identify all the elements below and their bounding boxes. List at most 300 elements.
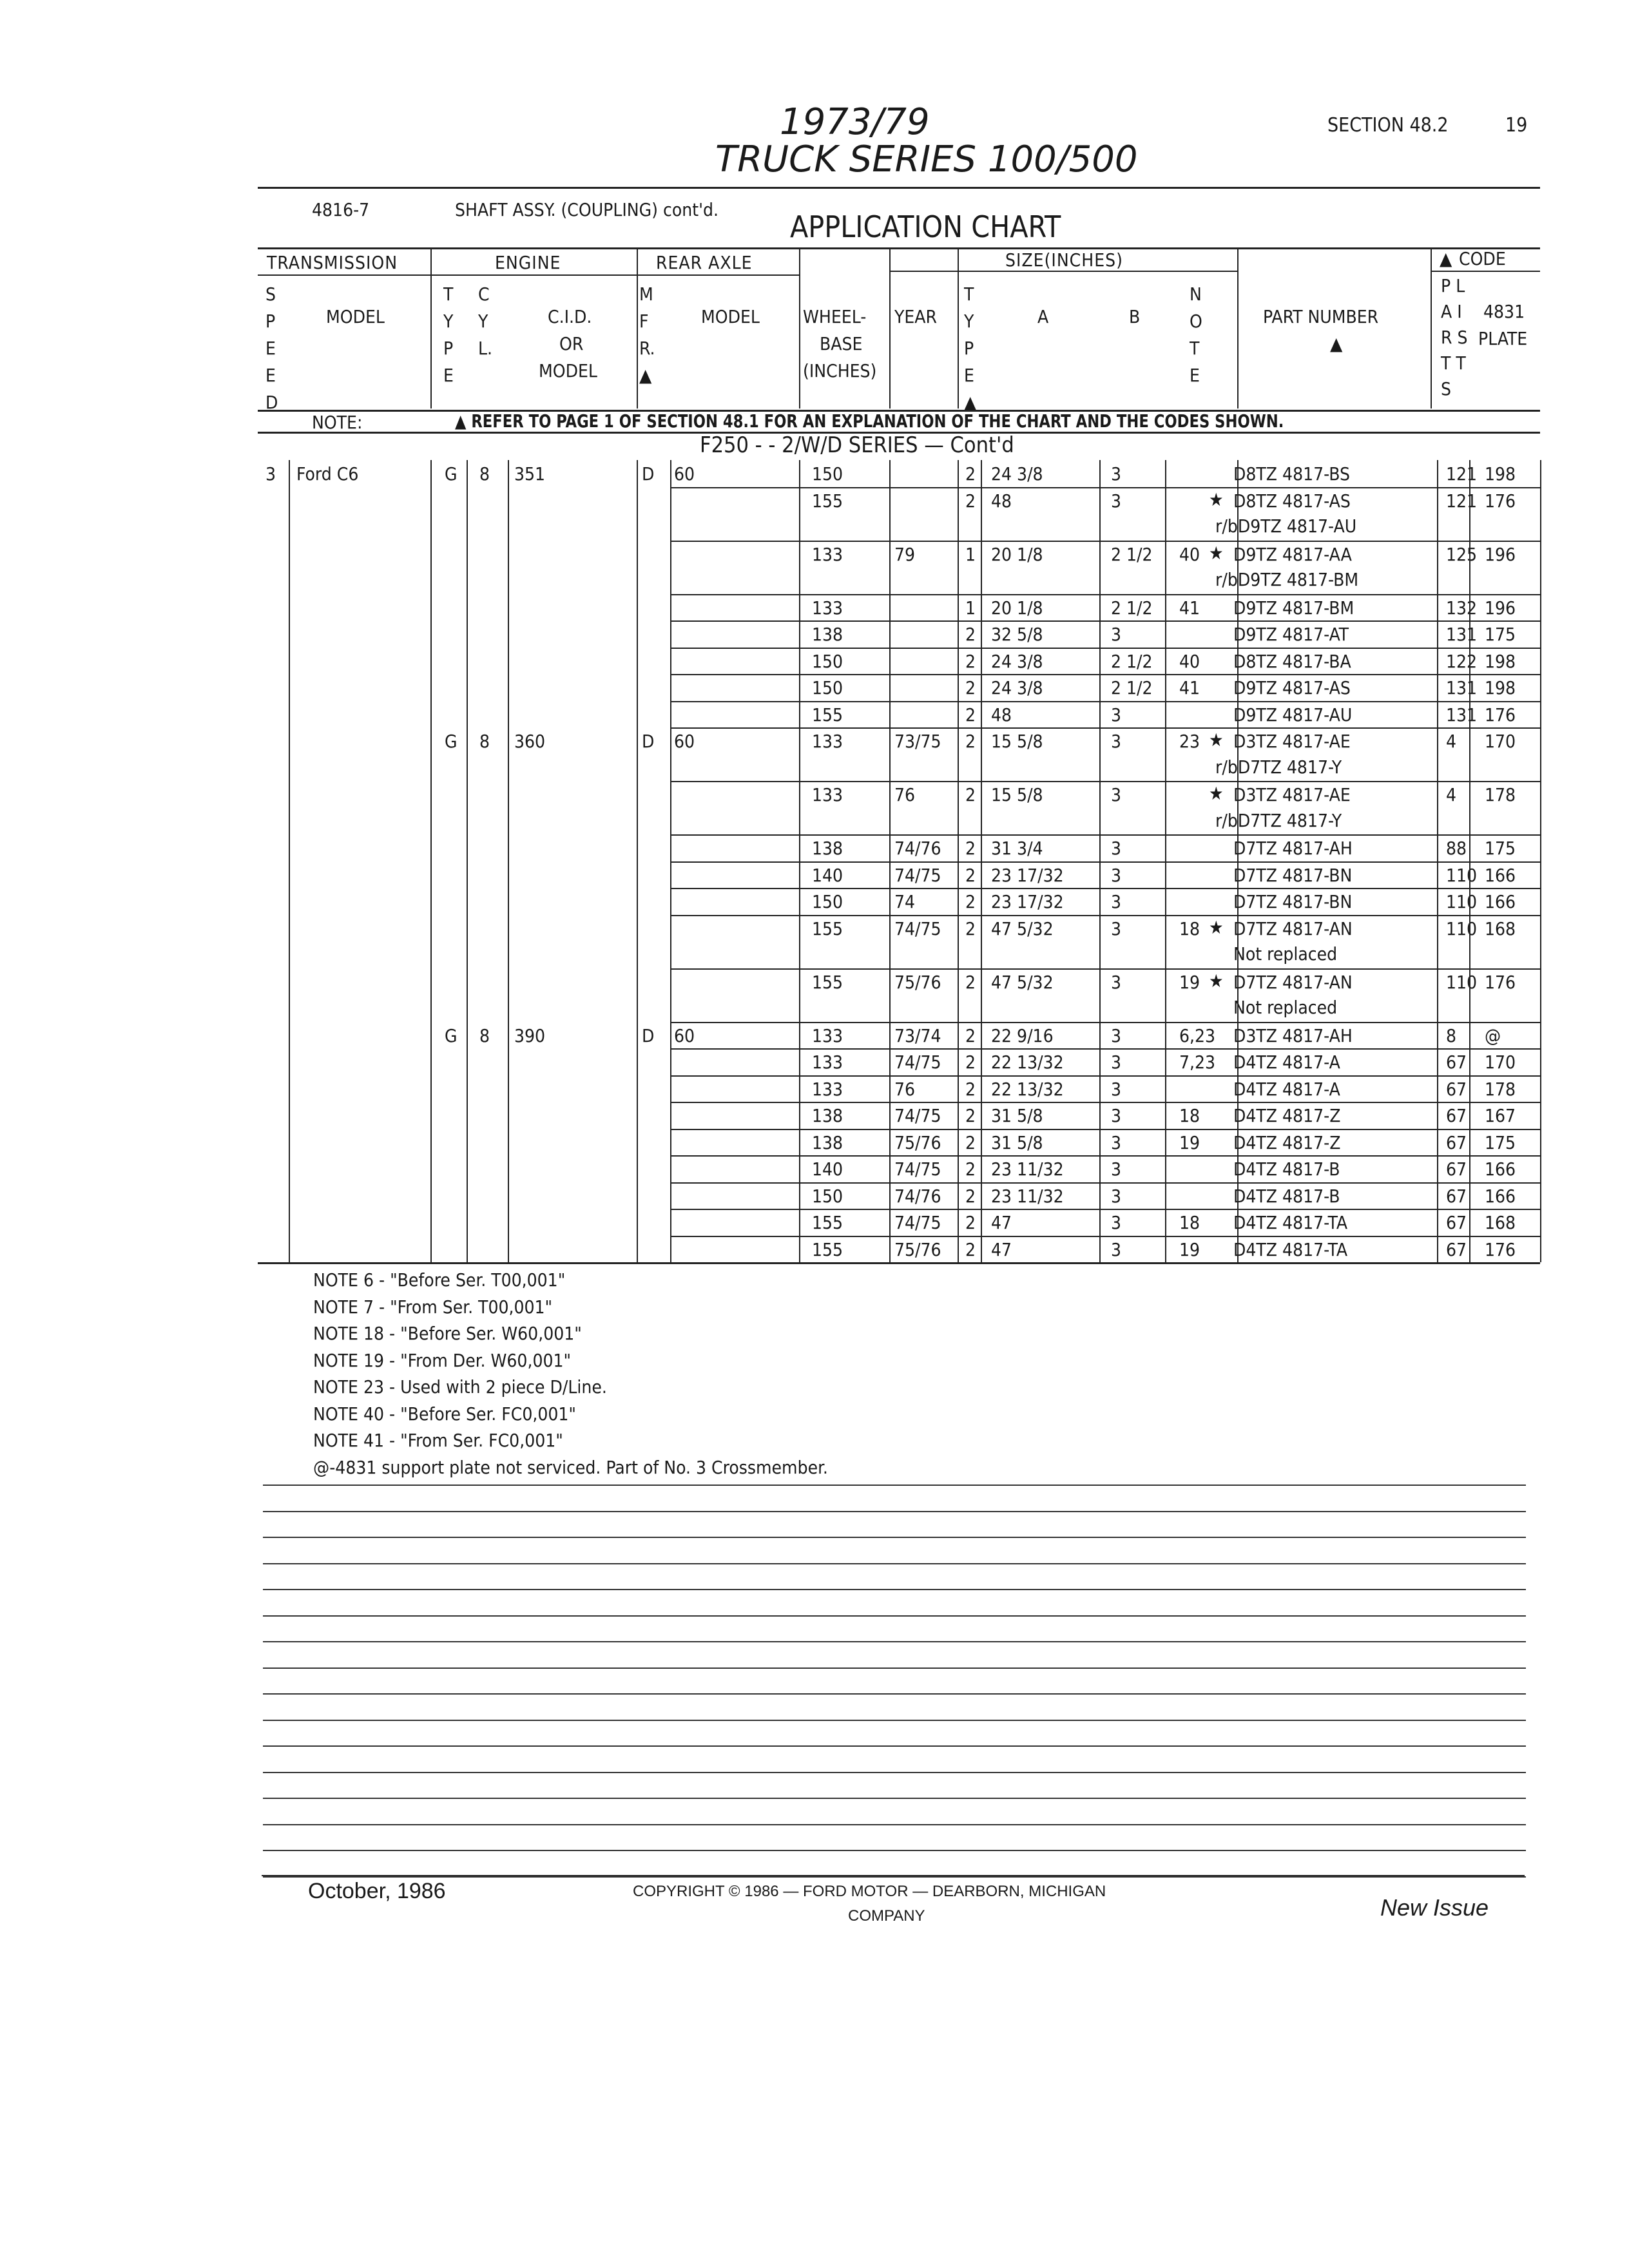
year-cell: 74 — [894, 891, 916, 912]
ruled-line — [263, 1641, 1526, 1642]
table-vrule — [637, 460, 638, 1262]
plate-cell: 196 — [1485, 543, 1516, 565]
title-years: 1973/79 — [780, 101, 930, 143]
row-rule — [670, 727, 1540, 729]
wheelbase-cell: 150 — [812, 650, 843, 672]
size-a-cell: 20 1/8 — [991, 543, 1043, 565]
ruled-line — [263, 1589, 1526, 1590]
note-item: NOTE 19 - "From Der. W60,001" — [313, 1349, 572, 1371]
code-cell: 110 — [1446, 891, 1478, 912]
size-b-cell: 3 — [1111, 1105, 1122, 1126]
row-rule — [670, 487, 1540, 488]
table-vrule — [889, 460, 891, 1262]
size-b-cell: 2 1/2 — [1111, 543, 1153, 565]
note-cell: 18 — [1179, 1105, 1200, 1126]
row-rule — [670, 1048, 1540, 1050]
year-cell: 75/76 — [894, 1238, 941, 1260]
part-number-cell: D8TZ 4817-BS — [1233, 463, 1351, 485]
part-number-sub: r/bD7TZ 4817-Y — [1215, 756, 1342, 778]
type-cell: 1 — [965, 543, 976, 565]
row-rule — [670, 888, 1540, 889]
plate-cell: 167 — [1485, 1105, 1516, 1126]
year-cell: 74/76 — [894, 838, 941, 859]
code-cell: 88 — [1446, 838, 1467, 859]
table-vrule — [467, 460, 468, 1262]
year-cell: 74/75 — [894, 918, 941, 939]
row-rule — [670, 861, 1540, 863]
col-cid-or: OR — [559, 333, 584, 354]
ruled-line — [263, 1798, 1526, 1799]
code-cell: 67 — [1446, 1212, 1467, 1233]
year-cell: 74/75 — [894, 1158, 941, 1180]
plate-cell: 198 — [1485, 650, 1516, 672]
plate-cell: @ — [1485, 1024, 1501, 1046]
size-b-cell: 3 — [1111, 971, 1122, 993]
col-a: A — [1037, 306, 1049, 327]
row-rule — [670, 834, 1540, 836]
wheelbase-cell: 140 — [812, 1158, 843, 1180]
size-b-cell: 3 — [1111, 864, 1122, 886]
plate-cell: 176 — [1485, 1238, 1516, 1260]
col-year: YEAR — [894, 306, 938, 327]
part-number-4816: 4816-7 — [312, 199, 370, 220]
ruled-line — [263, 1720, 1526, 1721]
year-cell: 73/74 — [894, 1024, 941, 1046]
chart-title: APPLICATION CHART — [790, 209, 1061, 244]
col-transmission: TRANSMISSION — [267, 252, 398, 273]
type-cell: 2 — [965, 650, 976, 672]
col-size: SIZE(INCHES) — [1005, 249, 1123, 271]
size-a-cell: 48 — [991, 704, 1012, 726]
note-label: NOTE: — [312, 412, 363, 433]
size-a-cell: 23 17/32 — [991, 891, 1064, 912]
part-number-cell: D4TZ 4817-Z — [1233, 1105, 1341, 1126]
wheelbase-cell: 138 — [812, 1105, 843, 1126]
size-b-cell: 3 — [1111, 490, 1122, 512]
col-b: B — [1129, 306, 1141, 327]
part-number-cell: D7TZ 4817-AH — [1233, 838, 1353, 859]
code-cell: 67 — [1446, 1238, 1467, 1260]
part-number-cell: D7TZ 4817-AN — [1233, 971, 1353, 993]
axle-mfr: D — [642, 463, 655, 485]
code-cell: 131 — [1446, 704, 1478, 726]
code-cell: 131 — [1446, 624, 1478, 645]
size-a-cell: 24 3/8 — [991, 650, 1043, 672]
type-cell: 1 — [965, 597, 976, 619]
col-wheelbase-3: (INCHES) — [803, 360, 877, 381]
type-cell: 2 — [965, 864, 976, 886]
engine-cyl: 8 — [479, 731, 490, 752]
size-a-cell: 47 5/32 — [991, 971, 1054, 993]
plate-cell: 166 — [1485, 1158, 1516, 1180]
note-cell: 18 — [1179, 1212, 1200, 1233]
table-vrule — [1469, 460, 1470, 1262]
size-b-cell: 2 1/2 — [1111, 677, 1153, 698]
type-cell: 2 — [965, 891, 976, 912]
plate-cell: 198 — [1485, 463, 1516, 485]
row-rule — [670, 674, 1540, 675]
code-cell: 67 — [1446, 1078, 1467, 1100]
year-cell: 74/75 — [894, 1105, 941, 1126]
wheelbase-cell: 155 — [812, 971, 843, 993]
ruled-line — [263, 1850, 1526, 1851]
part-number-sub: r/bD9TZ 4817-AU — [1215, 515, 1357, 537]
col-part-number: PART NUMBER — [1263, 306, 1379, 327]
header-sub-rule-size — [889, 271, 1237, 272]
year-cell: 74/75 — [894, 864, 941, 886]
size-b-cell: 2 1/2 — [1111, 597, 1153, 619]
row-rule — [670, 1155, 1540, 1157]
header-top-rule — [258, 247, 1540, 249]
star-icon: ★ — [1209, 488, 1224, 510]
wheelbase-cell: 155 — [812, 918, 843, 939]
wheelbase-cell: 133 — [812, 731, 843, 752]
part-number-cell: D4TZ 4817-A — [1233, 1078, 1340, 1100]
axle-model: 60 — [674, 463, 695, 485]
part-number-cell: D4TZ 4817-TA — [1233, 1238, 1348, 1260]
code-cell: 122 — [1446, 650, 1478, 672]
footer-rule — [262, 1875, 1525, 1876]
part-number-cell: D4TZ 4817-A — [1233, 1052, 1340, 1073]
size-a-cell: 15 5/8 — [991, 784, 1043, 805]
code-cell: 121 — [1446, 490, 1478, 512]
size-b-cell: 3 — [1111, 838, 1122, 859]
part-number-cell: D9TZ 4817-AS — [1233, 677, 1351, 698]
size-a-cell: 47 5/32 — [991, 918, 1054, 939]
table-bottom-rule — [258, 1262, 1540, 1264]
code-cell: 121 — [1446, 463, 1478, 485]
table-vrule — [1165, 460, 1166, 1262]
footer-copyright: COPYRIGHT © 1986 — FORD MOTOR — DEARBORN, MICHIGAN — [633, 1883, 1106, 1900]
row-rule — [670, 1022, 1540, 1023]
star-icon: ★ — [1209, 729, 1224, 751]
table-vrule — [799, 460, 800, 1262]
plate-cell: 175 — [1485, 624, 1516, 645]
type-cell: 2 — [965, 704, 976, 726]
plate-cell: 166 — [1485, 891, 1516, 912]
wheelbase-cell: 133 — [812, 597, 843, 619]
size-b-cell: 3 — [1111, 1078, 1122, 1100]
size-a-cell: 24 3/8 — [991, 677, 1043, 698]
wheelbase-cell: 150 — [812, 891, 843, 912]
row-rule — [670, 648, 1540, 649]
size-b-cell: 3 — [1111, 704, 1122, 726]
size-a-cell: 31 3/4 — [991, 838, 1043, 859]
engine-type: G — [445, 731, 458, 752]
hdr-vrule — [1431, 247, 1432, 408]
row-rule — [670, 1129, 1540, 1130]
footer-issue: New Issue — [1380, 1894, 1489, 1921]
note-cell: 18 — [1179, 918, 1200, 939]
size-b-cell: 3 — [1111, 891, 1122, 912]
ruled-line — [263, 1563, 1526, 1564]
table-vrule — [1437, 460, 1438, 1262]
size-b-cell: 3 — [1111, 1052, 1122, 1073]
part-number-cell: D8TZ 4817-BA — [1233, 650, 1351, 672]
col-cid-model: MODEL — [539, 360, 597, 381]
year-cell: 74/75 — [894, 1052, 941, 1073]
code-cell: 67 — [1446, 1158, 1467, 1180]
note-cell: 41 — [1179, 677, 1200, 698]
hdr-vrule — [799, 247, 800, 408]
plate-cell: 198 — [1485, 677, 1516, 698]
part-number-cell: D7TZ 4817-BN — [1233, 864, 1353, 886]
note-item: @-4831 support plate not serviced. Part of No. 3 Crossmember. — [313, 1456, 828, 1478]
note-cell: 40 — [1179, 650, 1200, 672]
plate-cell: 176 — [1485, 704, 1516, 726]
wheelbase-cell: 138 — [812, 1131, 843, 1153]
code-cell: 132 — [1446, 597, 1478, 619]
row-rule — [670, 594, 1540, 595]
type-cell: 2 — [965, 1131, 976, 1153]
ruled-line — [263, 1615, 1526, 1617]
wheelbase-cell: 140 — [812, 864, 843, 886]
table-vrule — [430, 460, 432, 1262]
code-cell: 67 — [1446, 1052, 1467, 1073]
type-cell: 2 — [965, 971, 976, 993]
wheelbase-cell: 138 — [812, 624, 843, 645]
row-rule — [670, 781, 1540, 782]
hdr-vrule — [637, 247, 638, 408]
year-cell: 76 — [894, 1078, 916, 1100]
star-icon: ★ — [1209, 783, 1224, 804]
size-a-cell: 15 5/8 — [991, 731, 1043, 752]
wheelbase-cell: 150 — [812, 1185, 843, 1207]
type-cell: 2 — [965, 490, 976, 512]
header-sub-rule-code — [1431, 271, 1540, 272]
axle-mfr: D — [642, 731, 655, 752]
table-vrule — [958, 460, 959, 1262]
part-number-sub: Not replaced — [1233, 997, 1338, 1018]
note-cell: 23 — [1179, 731, 1200, 752]
size-a-cell: 22 9/16 — [991, 1024, 1054, 1046]
note-item: NOTE 18 - "Before Ser. W60,001" — [313, 1323, 582, 1344]
row-rule — [670, 1236, 1540, 1237]
type-cell: 2 — [965, 838, 976, 859]
code-cell: 110 — [1446, 918, 1478, 939]
year-cell: 73/75 — [894, 731, 941, 752]
year-cell: 76 — [894, 784, 916, 805]
row-rule — [670, 915, 1540, 916]
size-b-cell: 3 — [1111, 731, 1122, 752]
axle-model: 60 — [674, 1024, 695, 1046]
size-a-cell: 23 11/32 — [991, 1185, 1064, 1207]
type-cell: 2 — [965, 1212, 976, 1233]
series-title: F250 - - 2/W/D SERIES — Cont'd — [700, 432, 1014, 458]
engine-type: G — [445, 463, 458, 485]
wheelbase-cell: 133 — [812, 1024, 843, 1046]
size-b-cell: 3 — [1111, 918, 1122, 939]
col-note: N O T E — [1190, 284, 1202, 386]
size-b-cell: 3 — [1111, 1212, 1122, 1233]
transmission-model: Ford C6 — [296, 463, 359, 485]
ruled-line — [263, 1667, 1526, 1669]
hdr-vrule — [958, 247, 959, 408]
row-rule — [670, 620, 1540, 622]
col-mfr: M F R. ▲ — [639, 284, 655, 386]
part-number-cell: D9TZ 4817-AT — [1233, 624, 1349, 645]
size-a-cell: 47 — [991, 1238, 1012, 1260]
code-triangle: ▲ — [1440, 248, 1452, 269]
type-cell: 2 — [965, 1185, 976, 1207]
size-b-cell: 2 1/2 — [1111, 650, 1153, 672]
plate-cell: 178 — [1485, 784, 1516, 805]
year-cell: 74/75 — [894, 1212, 941, 1233]
part-number-cell: D4TZ 4817-B — [1233, 1185, 1340, 1207]
col-cid: C.I.D. — [548, 306, 592, 327]
axle-mfr: D — [642, 1024, 655, 1046]
hdr-vrule — [1237, 247, 1239, 408]
note-cell: 19 — [1179, 1238, 1200, 1260]
part-number-cell: D9TZ 4817-AA — [1233, 543, 1352, 565]
application-table — [258, 460, 1540, 1265]
type-cell: 2 — [965, 731, 976, 752]
size-b-cell: 3 — [1111, 1238, 1122, 1260]
star-icon: ★ — [1209, 970, 1224, 992]
code-cell: 110 — [1446, 971, 1478, 993]
type-cell: 2 — [965, 1238, 976, 1260]
row-rule — [670, 701, 1540, 702]
hdr-vrule — [889, 247, 891, 408]
part-number-cell: D9TZ 4817-AU — [1233, 704, 1353, 726]
code-cell: 8 — [1446, 1024, 1457, 1046]
wheelbase-cell: 155 — [812, 1238, 843, 1260]
plate-cell: 168 — [1485, 1212, 1516, 1233]
engine-cid: 390 — [514, 1024, 546, 1046]
table-vrule — [1540, 460, 1541, 1262]
star-icon: ★ — [1209, 542, 1224, 564]
plate-cell: 168 — [1485, 918, 1516, 939]
hdr-vrule — [430, 247, 432, 408]
note-item: NOTE 7 - "From Ser. T00,001" — [313, 1296, 553, 1318]
part-number-triangle: ▲ — [1330, 333, 1343, 354]
code-cell: 131 — [1446, 677, 1478, 698]
section-label: SECTION 48.2 — [1327, 114, 1449, 137]
col-speed: S P E E D — [265, 284, 278, 413]
engine-cyl: 8 — [479, 1024, 490, 1046]
size-b-cell: 3 — [1111, 624, 1122, 645]
part-number-sub: Not replaced — [1233, 943, 1338, 965]
size-a-cell: 31 5/8 — [991, 1105, 1043, 1126]
type-cell: 2 — [965, 784, 976, 805]
footer-date: October, 1986 — [308, 1879, 446, 1903]
size-a-cell: 47 — [991, 1212, 1012, 1233]
wheelbase-cell: 133 — [812, 543, 843, 565]
row-rule — [670, 1075, 1540, 1077]
part-number-sub: r/bD9TZ 4817-BM — [1215, 569, 1359, 590]
col-engine-type: T Y P E — [443, 284, 454, 386]
type-cell: 2 — [965, 1158, 976, 1180]
size-a-cell: 32 5/8 — [991, 624, 1043, 645]
code-cell: 67 — [1446, 1185, 1467, 1207]
type-cell: 2 — [965, 463, 976, 485]
plate-cell: 166 — [1485, 864, 1516, 886]
code-cell: 67 — [1446, 1105, 1467, 1126]
note-item: NOTE 6 - "Before Ser. T00,001" — [313, 1269, 566, 1291]
wheelbase-cell: 133 — [812, 1052, 843, 1073]
size-b-cell: 3 — [1111, 1131, 1122, 1153]
type-cell: 2 — [965, 624, 976, 645]
engine-cid: 360 — [514, 731, 546, 752]
note-cell: 40 — [1179, 543, 1200, 565]
wheelbase-cell: 138 — [812, 838, 843, 859]
wheelbase-cell: 150 — [812, 677, 843, 698]
size-b-cell: 3 — [1111, 784, 1122, 805]
size-b-cell: 3 — [1111, 1185, 1122, 1207]
code-cell: 4 — [1446, 731, 1457, 752]
col-engine: ENGINE — [495, 252, 561, 273]
plate-cell: 196 — [1485, 597, 1516, 619]
wheelbase-cell: 133 — [812, 784, 843, 805]
table-vrule — [670, 460, 671, 1262]
note-cell: 41 — [1179, 597, 1200, 619]
size-a-cell: 31 5/8 — [991, 1131, 1043, 1153]
speed-value: 3 — [265, 463, 276, 485]
note-cell: 6,23 — [1179, 1024, 1216, 1046]
note-item: NOTE 23 - Used with 2 piece D/Line. — [313, 1376, 607, 1398]
col-wheelbase-1: WHEEL- — [803, 306, 867, 327]
row-rule — [670, 1209, 1540, 1210]
plate-cell: 178 — [1485, 1078, 1516, 1100]
type-cell: 2 — [965, 1052, 976, 1073]
col-code: CODE — [1459, 248, 1506, 269]
plate-cell: 170 — [1485, 1052, 1516, 1073]
col-type: T Y P E ▲ — [964, 284, 977, 413]
plate-cell: 175 — [1485, 838, 1516, 859]
year-cell: 79 — [894, 543, 916, 565]
star-icon: ★ — [1209, 916, 1224, 938]
col-trans-model: MODEL — [326, 306, 385, 327]
year-cell: 74/76 — [894, 1185, 941, 1207]
type-cell: 2 — [965, 1024, 976, 1046]
part-number-cell: D4TZ 4817-B — [1233, 1158, 1340, 1180]
year-cell: 75/76 — [894, 971, 941, 993]
plate-cell: 166 — [1485, 1185, 1516, 1207]
part-number-cell: D3TZ 4817-AH — [1233, 1024, 1353, 1046]
row-rule — [670, 968, 1540, 970]
wheelbase-cell: 155 — [812, 1212, 843, 1233]
axle-model: 60 — [674, 731, 695, 752]
note-item: NOTE 41 - "From Ser. FC0,001" — [313, 1430, 563, 1451]
part-number-cell: D3TZ 4817-AE — [1233, 731, 1351, 752]
part-description: SHAFT ASSY. (COUPLING) cont'd. — [455, 199, 719, 220]
page-number: 19 — [1505, 114, 1528, 137]
col-4831: 4831 — [1483, 301, 1525, 322]
notes-list — [313, 1267, 828, 1481]
size-a-cell: 22 13/32 — [991, 1052, 1064, 1073]
type-cell: 2 — [965, 1078, 976, 1100]
col-parts: P L A I R S T T S — [1441, 275, 1468, 399]
code-cell: 4 — [1446, 784, 1457, 805]
note-text: ▲ REFER TO PAGE 1 OF SECTION 48.1 FOR AN EXPLANATION OF THE CHART AND THE CODES SHOWN. — [455, 410, 1284, 432]
col-axle-model: MODEL — [701, 306, 760, 327]
ruled-line — [263, 1693, 1526, 1695]
engine-cid: 351 — [514, 463, 546, 485]
size-b-cell: 3 — [1111, 1024, 1122, 1046]
plate-cell: 175 — [1485, 1131, 1516, 1153]
row-rule — [670, 541, 1540, 542]
part-number-cell: D7TZ 4817-AN — [1233, 918, 1353, 939]
title-series: TRUCK SERIES 100/500 — [715, 139, 1138, 180]
table-vrule — [1099, 460, 1101, 1262]
code-cell: 110 — [1446, 864, 1478, 886]
note-cell: 7,23 — [1179, 1052, 1216, 1073]
type-cell: 2 — [965, 918, 976, 939]
year-cell: 75/76 — [894, 1131, 941, 1153]
size-a-cell: 23 17/32 — [991, 864, 1064, 886]
col-plate: PLATE — [1478, 328, 1528, 349]
table-vrule — [981, 460, 982, 1262]
